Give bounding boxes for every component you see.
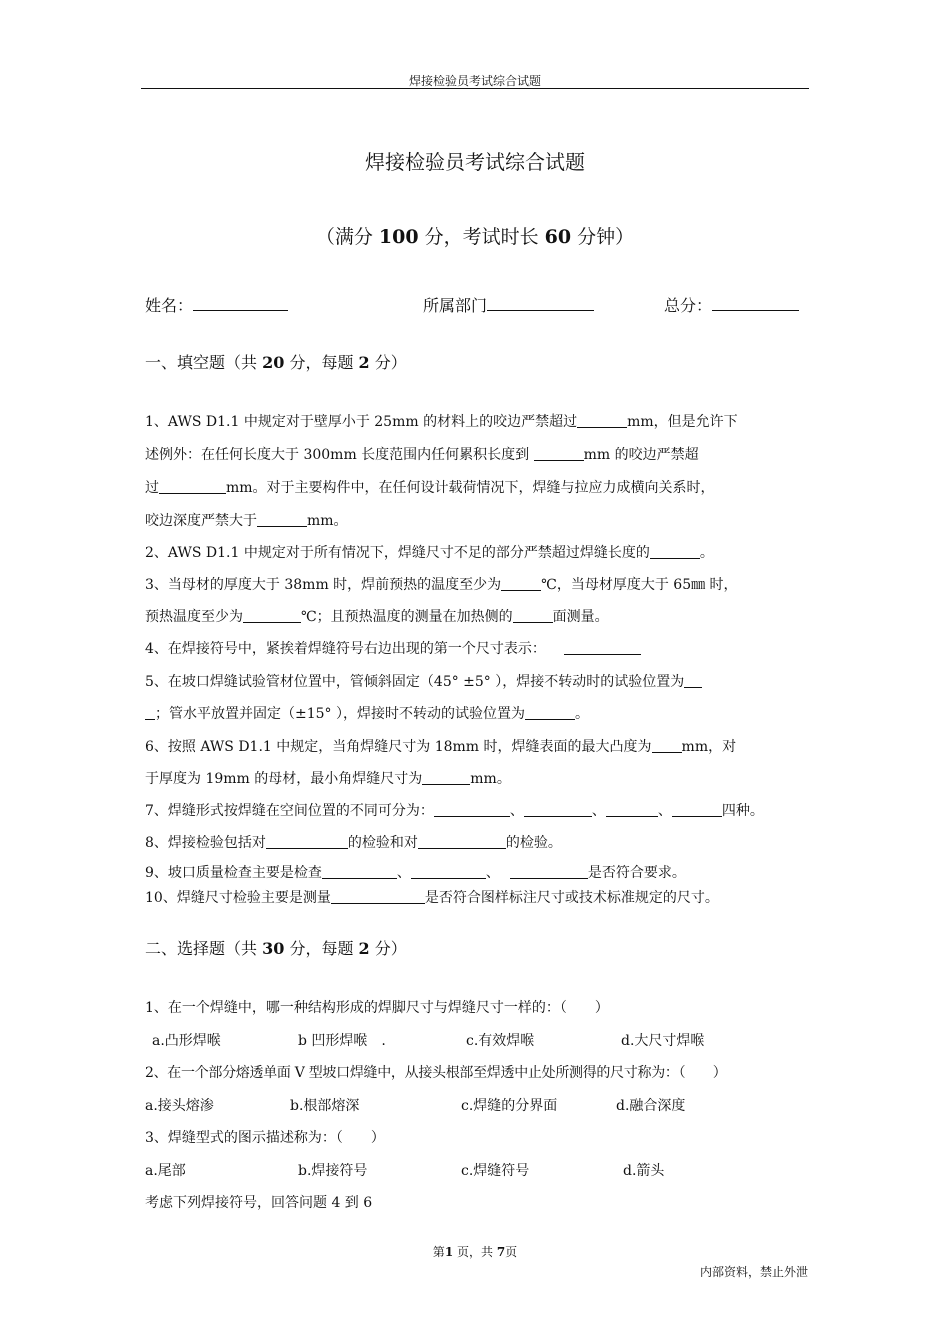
exam-subtitle: （满分 100 分，考试时长 60 分钟） <box>315 226 635 248</box>
question-1-line-1: 1、AWS D1.1 中规定对于壁厚小于 25mm 的材料上的咬边严禁超过 mm，但是允许下 <box>145 414 738 430</box>
question-1-line-4: 咬边深度严禁大于 mm。 <box>145 513 348 529</box>
question-6-line-2: 于厚度为 19mm 的母材，最小角焊缝尺寸为 mm。 <box>145 771 511 787</box>
question-5-line-2: ；管水平放置并固定（±15° ），焊接时不转动的试验位置为 。 <box>145 703 589 723</box>
choice-3-option-c[interactable]: c.焊缝符号 <box>461 1163 530 1179</box>
section-choice-heading: 二、选择题（共 30 分，每题 2 分） <box>145 939 407 958</box>
question-1-line-3: 过 mm。对于主要构件中，在任何设计载荷情况下，焊缝与拉应力成横向关系时， <box>145 480 715 496</box>
question-1-line-2: 述例外：在任何长度大于 300mm 长度范围内任何累积长度到 mm 的咬边严禁超 <box>145 447 699 463</box>
question-3-line-2: 预热温度至少为 ℃；且预热温度的测量在加热侧的 面测量。 <box>145 609 609 625</box>
page-footer: 第1 页，共 7页 <box>432 1245 518 1259</box>
document-title: 焊接检验员考试综合试题 <box>365 150 585 174</box>
choice-2-option-d[interactable]: d.融合深度 <box>616 1098 686 1114</box>
question-5-line-1: 5、在坡口焊缝试验管材位置中，管倾斜固定（45° ±5° ），焊接不转动时的试验位置为 <box>145 671 702 691</box>
department-field[interactable]: 所属部门 <box>423 293 594 316</box>
choice-2-option-b[interactable]: b.根部熔深 <box>290 1098 360 1114</box>
question-4: 4、在焊接符号中，紧挨着焊缝符号右边出现的第一个尺寸表示： <box>145 638 641 658</box>
choice-1-option-d[interactable]: d.大尺寸焊喉 <box>621 1033 705 1049</box>
choice-3-option-a[interactable]: a.尾部 <box>145 1163 186 1179</box>
note-questions-4-6: 考虑下列焊接符号，回答问题 4 到 6 <box>145 1195 373 1211</box>
question-7: 7、焊缝形式按焊缝在空间位置的不同可分为： 、 、 、 四种。 <box>145 803 764 819</box>
choice-question-3: 3、焊缝型式的图示描述称为：（ ） <box>145 1130 385 1146</box>
choice-question-2: 2、在一个部分熔透单面 V 型坡口焊缝中，从接头根部至焊透中止处所测得的尺寸称为：（ ） <box>145 1065 727 1081</box>
page-header: 焊接检验员考试综合试题 <box>408 74 541 88</box>
question-9: 9、坡口质量检查主要是检查 、 、 是否符合要求。 <box>145 865 686 881</box>
choice-1-option-c[interactable]: c.有效焊喉 <box>466 1033 535 1049</box>
choice-2-option-c[interactable]: c.焊缝的分界面 <box>461 1098 558 1114</box>
question-3-line-1: 3、当母材的厚度大于 38mm 时，焊前预热的温度至少为 ℃，当母材厚度大于 65㎜ 时， <box>145 577 738 593</box>
section-fill-in-heading: 一、填空题（共 20 分，每题 2 分） <box>145 353 407 372</box>
choice-3-option-d[interactable]: d.箭头 <box>623 1163 665 1179</box>
choice-1-option-b[interactable]: b 凹形焊喉 . <box>298 1033 386 1049</box>
question-6-line-1: 6、按照 AWS D1.1 中规定，当角焊缝尺寸为 18mm 时，焊缝表面的最大凸度为 mm，对 <box>145 739 737 755</box>
choice-3-option-b[interactable]: b.焊接符号 <box>298 1163 368 1179</box>
total-score-field[interactable]: 总分： <box>664 293 799 316</box>
question-2: 2、AWS D1.1 中规定对于所有情况下，焊缝尺寸不足的部分严禁超过焊缝长度的 。 <box>145 545 714 561</box>
question-10: 10、焊缝尺寸检验主要是测量 是否符合图样标注尺寸或技术标准规定的尺寸。 <box>145 890 719 906</box>
header-rule <box>141 88 809 89</box>
choice-2-option-a[interactable]: a.接头熔渗 <box>145 1098 214 1114</box>
choice-question-1: 1、在一个焊缝中，哪一种结构形成的焊脚尺寸与焊缝尺寸一样的：（ ） <box>145 1000 609 1016</box>
confidential-notice: 内部资料，禁止外泄 <box>699 1265 808 1279</box>
choice-1-option-a[interactable]: a.凸形焊喉 <box>152 1033 221 1049</box>
name-field[interactable]: 姓名： <box>145 293 288 316</box>
question-8: 8、焊接检验包括对 的检验和对 的检验。 <box>145 835 562 851</box>
